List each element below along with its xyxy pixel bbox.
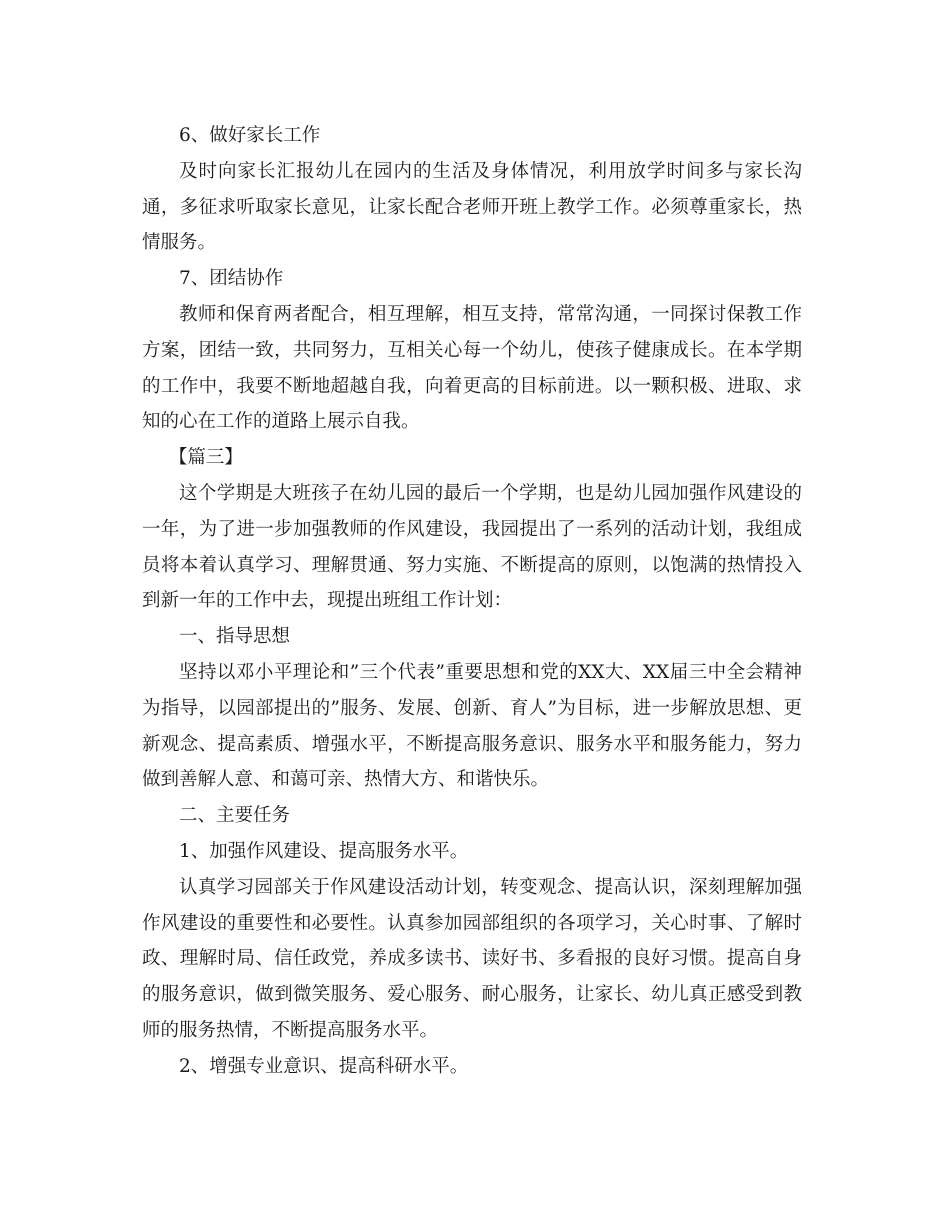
part-three-heading: 【篇三】 [168, 447, 243, 469]
section-heading-7: 7、团结协作 [179, 268, 284, 290]
paragraph-parent-communication: 及时向家长汇报幼儿在园内的生活及身体情况，利用放学时间多与家长沟通，多征求听取家长意见，让家长配合老师开班上教学工作。必须尊重家长，热情服务。 [142, 160, 802, 254]
section-heading-main-tasks: 二、主要任务 [179, 805, 291, 827]
subheading-task-1: 1、加强作风建设、提高服务水平。 [179, 840, 469, 862]
section-heading-6: 6、做好家长工作 [179, 125, 321, 146]
paragraph-teamwork: 教师和保育两者配合，相互理解，相互支持，常常沟通，一同探讨保教工作方案，团结一致，共同努力，互相关心每一个幼儿，使孩子健康成长。在本学期的工作中，我要不断地超越自我，向着更高的目标前进。以一颗积极、进取、求知的心在工作的道路上展示自我。 [142, 303, 802, 433]
document-page [142, 118, 802, 1085]
paragraph-guiding-thought: 坚持以邓小平理论和”三个代表”重要思想和党的XX大、XX届三中全会精神为指导，以园部提出的”服务、发展、创新、育人”为目标，进一步解放思想、更新观念、提高素质、增强水平，不断提高服务意识、服务水平和服务能力，努力做到善解人意、和蔼可亲、热情大方、和谐快乐。 [142, 661, 802, 791]
paragraph-task-1: 认真学习园部关于作风建设活动计划，转变观念、提高认识，深刻理解加强作风建设的重要性和必要性。认真参加园部组织的各项学习，关心时事、了解时政、理解时局、信任政党，养成多读书、读好书、多看报的良好习惯。提高自身的服务意识，做到微笑服务、爱心服务、耐心服务，让家长、幼儿真正感受到教师的服务热情，不断提高服务水平。 [142, 876, 802, 1041]
paragraph-intro-part-three: 这个学期是大班孩子在幼儿园的最后一个学期，也是幼儿园加强作风建设的一年，为了进一步加强教师的作风建设，我园提出了一系列的活动计划，我组成员将本着认真学习、理解贯通、努力实施、不断提高的原则，以饱满的热情投入到新一年的工作中去，现提出班组工作计划： [142, 482, 802, 612]
section-heading-guiding-thought: 一、指导思想 [179, 626, 291, 648]
subheading-task-2: 2、增强专业意识、提高科研水平。 [179, 1055, 469, 1077]
